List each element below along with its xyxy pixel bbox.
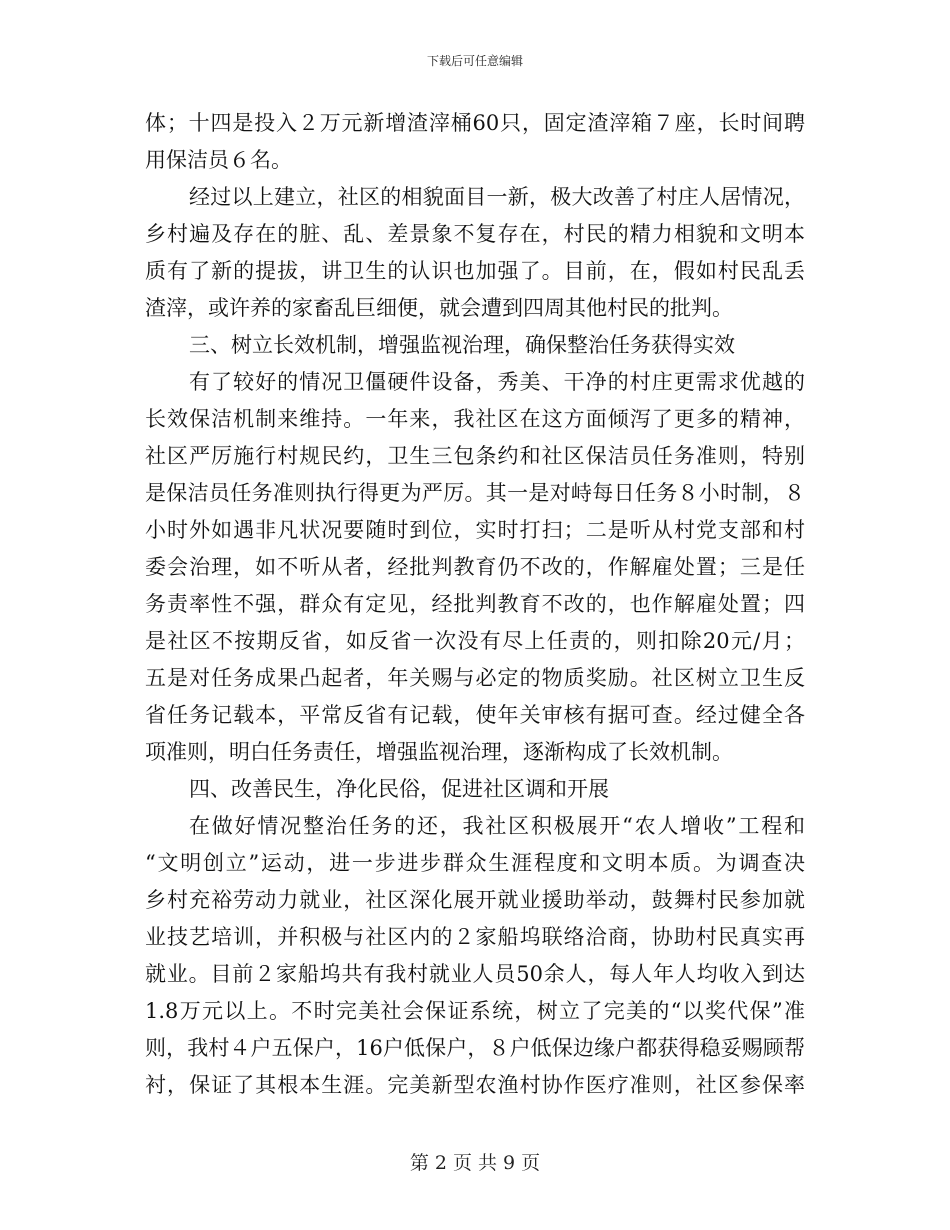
text-line: 渣滓，或许养的家畜乱巨细便，就会遭到四周其他村民的批判。 — [145, 296, 733, 320]
text-line: 省任务记载本，平常反省有记载，使年关审核有据可查。经过健全各 — [145, 703, 805, 727]
text-line: 业技艺培训，并积极与社区内的２家船坞联络洽商，协助村民真实再 — [145, 925, 805, 949]
text-line: 在做好情况整治任务的还，我社区积极展开“农人增收”工程和 — [189, 814, 805, 838]
text-line: 1.8万元以上。不时完美社会保证系统，树立了完美的“以奖代保”准 — [145, 999, 805, 1023]
text-line: 衬，保证了其根本生涯。完美新型农渔村协作医疗准则，社区参保率 — [145, 1073, 805, 1097]
text-line: 三、树立长效机制，增强监视治理，确保整治任务获得实效 — [189, 333, 735, 357]
text-line: 质有了新的提拔，讲卫生的认识也加强了。目前，在，假如村民乱丢 — [145, 259, 805, 283]
text-line: 五是对任务成果凸起者，年关赐与必定的物质奖励。社区树立卫生反 — [145, 666, 805, 690]
page-header-note: 下载后可任意编辑 — [426, 54, 523, 68]
text-line: 小时外如遇非凡状况要随时到位，实时打扫；二是听从村党支部和村 — [145, 518, 805, 542]
text-line: 乡村遍及存在的脏、乱、差景象不复存在，村民的精力相貌和文明本 — [145, 222, 805, 246]
text-line: 用保洁员６名。 — [145, 148, 292, 172]
page-number: 第 2 页 共 9 页 — [409, 1152, 541, 1174]
text-line: 经过以上建立，社区的相貌面目一新，极大改善了村庄人居情况， — [189, 185, 805, 209]
text-line: 委会治理，如不听从者，经批判教育仍不改的，作解雇处置；三是任 — [145, 555, 805, 579]
document-body — [145, 110, 805, 1109]
text-line: 长效保洁机制来维持。一年来，我社区在这方面倾泻了更多的精神， — [145, 407, 805, 431]
text-line: 则，我村４户五保户，16户低保户，８户低保边缘户都获得稳妥赐顾帮 — [145, 1036, 805, 1060]
text-line: 四、改善民生，净化民俗，促进社区调和开展 — [189, 777, 609, 801]
text-line: 社区严厉施行村规民约，卫生三包条约和社区保洁员任务准则，特别 — [145, 444, 805, 468]
text-line: 务责率性不强，群众有定见，经批判教育不改的，也作解雇处置；四 — [145, 592, 805, 616]
text-line: “文明创立”运动，进一步进步群众生涯程度和文明本质。为调查决 — [145, 851, 805, 875]
text-line: 有了较好的情况卫僵硬件设备，秀美、干净的村庄更需求优越的 — [189, 370, 805, 394]
text-line: 项准则，明白任务责任，增强监视治理，逐渐构成了长效机制。 — [145, 740, 733, 764]
text-line: 是社区不按期反省，如反省一次没有尽上任责的，则扣除20元/月； — [145, 629, 805, 653]
text-line: 是保洁员任务准则执行得更为严厉。其一是对峙每日任务８小时制，８ — [145, 481, 805, 505]
text-line: 就业。目前２家船坞共有我村就业人员50余人，每人年人均收入到达 — [145, 962, 805, 986]
text-line: 体；十四是投入２万元新增渣滓桶60只，固定渣滓箱７座，长时间聘 — [145, 111, 805, 135]
text-line: 乡村充裕劳动力就业，社区深化展开就业援助举动，鼓舞村民参加就 — [145, 888, 805, 912]
